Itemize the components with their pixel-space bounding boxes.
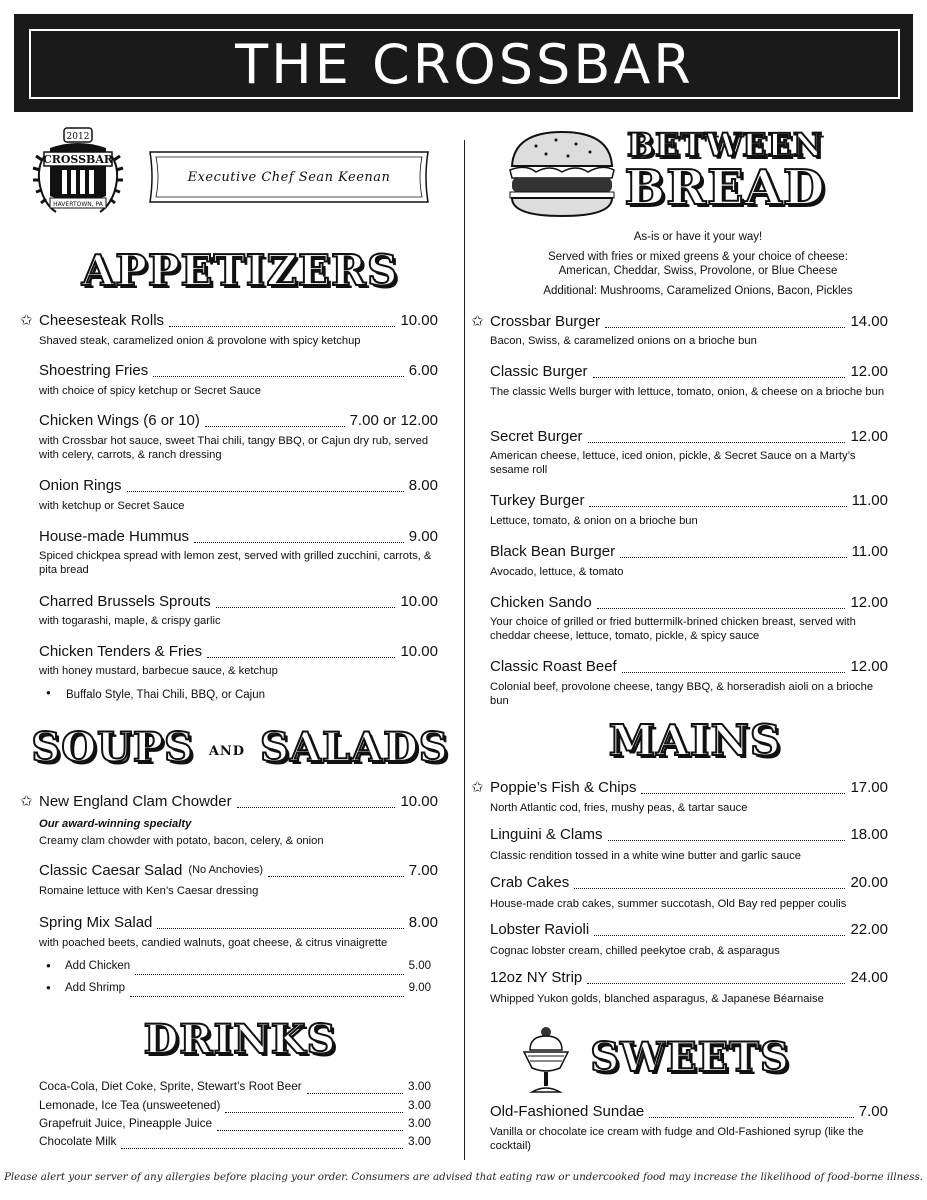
soups-heading-word: SOUPS: [31, 724, 194, 771]
item-price: 9.00: [408, 982, 431, 994]
item-price: 9.00: [408, 528, 438, 545]
item-name: Linguini & Clams: [490, 826, 603, 843]
item-price: 7.00: [858, 1103, 888, 1120]
item-name: Poppie’s Fish & Chips: [490, 779, 637, 796]
dot-leader: [194, 528, 404, 543]
item-price: 20.00: [850, 874, 888, 891]
item-description: Colonial beef, provolone cheese, tangy BBQ, & horseradish aioli on a brioche bun: [490, 681, 874, 707]
main-item: [490, 779, 888, 799]
addon-item: [65, 982, 431, 1002]
item-price: 22.00: [850, 921, 888, 938]
item-name: Turkey Burger: [490, 492, 585, 509]
star-icon: ✩: [20, 793, 33, 810]
dot-leader: [157, 914, 403, 929]
dot-leader: [597, 594, 846, 609]
item-name: Black Bean Burger: [490, 543, 616, 560]
item-description: with Crossbar hot sauce, sweet Thai chili, tangy BBQ, or Cajun dry rub, served with celery, carrots, & ranch dressing: [39, 435, 429, 461]
sandwich-item: [490, 428, 888, 448]
item-name: New England Clam Chowder: [39, 793, 232, 810]
item-price: 3.00: [408, 1116, 431, 1130]
item-name: Grapefruit Juice, Pineapple Juice: [39, 1116, 213, 1130]
soups-salads-heading: [30, 724, 450, 771]
logo-name: CROSSBAR: [42, 153, 114, 166]
item-description: The classic Wells burger with lettuce, tomato, onion, & cheese on a brioche bun: [490, 386, 885, 398]
item-name: Crossbar Burger: [490, 313, 601, 330]
soup-salad-item: [39, 793, 438, 813]
item-description: with ketchup or Secret Sauce: [39, 500, 185, 512]
title-banner: [14, 14, 913, 112]
item-price: 6.00: [408, 362, 438, 379]
drink-item: [39, 1134, 431, 1154]
item-name: Old-Fashioned Sundae: [490, 1103, 645, 1120]
dot-leader: [153, 362, 404, 377]
item-description: Lettuce, tomato, & onion on a brioche bun: [490, 515, 698, 527]
item-description: with poached beets, candied walnuts, goat cheese, & citrus vinaigrette: [39, 937, 388, 949]
title-banner-frame: [29, 29, 900, 99]
item-name: Charred Brussels Sprouts: [39, 593, 211, 610]
item-description: House-made crab cakes, summer succotash, Old Bay red pepper coulis: [490, 898, 847, 910]
item-description: Romaine lettuce with Ken’s Caesar dressing: [39, 885, 259, 897]
item-name: Lemonade, Ice Tea (unsweetened): [39, 1098, 221, 1112]
logo-year: 2012: [66, 132, 90, 142]
item-name: Onion Rings: [39, 477, 122, 494]
main-item: [490, 874, 888, 894]
star-icon: ✩: [471, 313, 484, 330]
item-price: 10.00: [400, 793, 438, 810]
dot-leader: [169, 312, 395, 327]
bread-intro-1: As-is or have it your way!: [633, 231, 763, 243]
appetizer-item: [39, 312, 438, 332]
between-heading: BETWEEN: [626, 126, 824, 164]
item-description: Whipped Yukon golds, blanched asparagus, & Japanese Béarnaise: [490, 993, 824, 1005]
and-heading-word: AND: [208, 743, 246, 759]
item-name: Chicken Wings (6 or 10): [39, 412, 200, 429]
item-name: Chocolate Milk: [39, 1134, 117, 1148]
item-price: 14.00: [850, 313, 888, 330]
item-description: American cheese, lettuce, iced onion, pickle, & Secret Sauce on a Marty’s sesame roll: [490, 450, 856, 476]
drinks-heading: DRINKS: [143, 1016, 337, 1063]
item-price: 10.00: [400, 643, 438, 660]
dot-leader: [593, 363, 846, 378]
mains-heading: MAINS: [608, 716, 782, 765]
dot-leader: [130, 982, 404, 997]
dot-leader: [620, 543, 846, 558]
star-icon: ✩: [471, 779, 484, 796]
item-name: Shoestring Fries: [39, 362, 149, 379]
item-name-note: (No Anchovies): [188, 864, 263, 876]
dot-leader: [594, 921, 845, 936]
item-name: Spring Mix Salad: [39, 914, 153, 931]
crossbar-logo: [26, 126, 130, 222]
bread-intro-4: Additional: Mushrooms, Caramelized Onions, Bacon, Pickles: [543, 285, 853, 297]
dot-leader: [608, 826, 846, 841]
dot-leader: [649, 1103, 854, 1118]
bread-intro-3: American, Cheddar, Swiss, Provolone, or Blue Cheese: [558, 265, 838, 277]
item-name: Coca-Cola, Diet Coke, Sprite, Stewart’s Root Beer: [39, 1079, 302, 1093]
allergy-disclaimer: Please alert your server of any allergies before placing your order. Consumers are advised that eating raw or undercooked food may increase the likelihood of food-borne illness.: [4, 1172, 923, 1183]
item-price: 3.00: [408, 1079, 431, 1093]
main-item: [490, 969, 888, 989]
star-icon: ✩: [20, 312, 33, 329]
item-price: 17.00: [850, 779, 888, 796]
item-name: Chicken Tenders & Fries: [39, 643, 203, 660]
award-note: Our award-winning specialty: [39, 818, 192, 830]
dot-leader: [207, 643, 395, 658]
item-price: 7.00 or 12.00: [349, 412, 438, 429]
item-description: Vanilla or chocolate ice cream with fudge and Old-Fashioned syrup (like the cocktail): [490, 1126, 864, 1152]
item-price: 24.00: [850, 969, 888, 986]
dot-leader: [641, 779, 845, 794]
item-price: 5.00: [408, 960, 431, 972]
item-description: Avocado, lettuce, & tomato: [490, 566, 624, 578]
item-price: 7.00: [408, 862, 438, 879]
dot-leader: [588, 428, 846, 443]
bread-intro-2: Served with fries or mixed greens & your choice of cheese:: [548, 251, 848, 263]
item-name: Add Shrimp: [65, 982, 126, 994]
sundae-icon: [520, 1024, 572, 1096]
bread-heading: BREAD: [624, 160, 826, 216]
main-item: [490, 921, 888, 941]
drink-item: [39, 1079, 431, 1099]
item-name: Chicken Sando: [490, 594, 592, 611]
item-description: Shaved steak, caramelized onion & provolone with spicy ketchup: [39, 335, 361, 347]
salads-heading-word: SALADS: [260, 724, 449, 771]
restaurant-title: THE CROSSBAR: [235, 32, 694, 96]
item-description: Classic rendition tossed in a white wine butter and garlic sauce: [490, 850, 801, 862]
item-price: 11.00: [851, 492, 888, 509]
item-price: 8.00: [408, 477, 438, 494]
item-price: 12.00: [850, 594, 888, 611]
dot-leader: [268, 862, 404, 877]
bullet-icon: ●: [46, 961, 51, 970]
sandwich-item: [490, 492, 888, 512]
dot-leader: [574, 874, 845, 889]
sweet-item: [490, 1103, 888, 1123]
item-price: 12.00: [850, 428, 888, 445]
chef-name: Executive Chef Sean Keenan: [187, 169, 391, 185]
bullet-icon: ●: [46, 983, 51, 992]
item-description: Bacon, Swiss, & caramelized onions on a brioche bun: [490, 335, 757, 347]
chef-banner: [140, 148, 438, 206]
item-name: Add Chicken: [65, 960, 131, 972]
item-description: Spiced chickpea spread with lemon zest, served with grilled zucchini, carrots, & pita bread: [39, 550, 432, 576]
item-description: Creamy clam chowder with potato, bacon, celery, & onion: [39, 835, 324, 847]
item-description: North Atlantic cod, fries, mushy peas, & tartar sauce: [490, 802, 748, 814]
column-divider: [464, 140, 465, 1160]
appetizers-heading: APPETIZERS: [81, 246, 399, 295]
item-price: 18.00: [850, 826, 888, 843]
appetizer-item: [39, 412, 438, 432]
item-description: with honey mustard, barbecue sauce, & ketchup: [39, 665, 278, 677]
item-price: 8.00: [408, 914, 438, 931]
dot-leader: [205, 412, 345, 427]
item-description: with choice of spicy ketchup or Secret Sauce: [39, 385, 261, 397]
dot-leader: [225, 1098, 403, 1113]
dot-leader: [589, 492, 846, 507]
sandwich-item: [490, 543, 888, 563]
appetizer-item: [39, 643, 438, 663]
item-price: 12.00: [850, 363, 888, 380]
drink-item: [39, 1098, 431, 1118]
item-name: Lobster Ravioli: [490, 921, 590, 938]
sweets-heading: SWEETS: [590, 1034, 790, 1081]
item-description: with togarashi, maple, & crispy garlic: [39, 615, 221, 627]
dot-leader: [217, 1116, 403, 1131]
dot-leader: [216, 593, 396, 608]
sandwich-item: [490, 594, 888, 614]
sandwich-item: [490, 363, 888, 383]
item-name: 12oz NY Strip: [490, 969, 583, 986]
item-description: Cognac lobster cream, chilled peekytoe crab, & asparagus: [490, 945, 780, 957]
main-item: [490, 826, 888, 846]
dot-leader: [622, 658, 846, 673]
appetizer-item: [39, 477, 438, 497]
logo-place: HAVERTOWN, PA: [53, 201, 103, 208]
item-price: 11.00: [851, 543, 888, 560]
item-price: 3.00: [408, 1134, 431, 1148]
dot-leader: [587, 969, 845, 984]
drink-item: [39, 1116, 431, 1136]
dot-leader: [127, 477, 404, 492]
appetizer-item: [39, 362, 438, 382]
addon-item: [65, 960, 431, 980]
item-name: Classic Burger: [490, 363, 588, 380]
sandwich-item: [490, 313, 888, 333]
item-price: 10.00: [400, 312, 438, 329]
soup-salad-item: [39, 862, 438, 882]
tender-options: Buffalo Style, Thai Chili, BBQ, or Cajun: [66, 689, 266, 701]
dot-leader: [605, 313, 845, 328]
sandwich-item: [490, 658, 888, 678]
item-price: 10.00: [400, 593, 438, 610]
item-description: Your choice of grilled or fried buttermilk-brined chicken breast, served with cheddar cheese, lettuce, tomato, pickle, & spicy sauce: [490, 616, 856, 642]
dot-leader: [237, 793, 396, 808]
item-name: Crab Cakes: [490, 874, 570, 891]
item-price: 12.00: [850, 658, 888, 675]
dot-leader: [121, 1134, 403, 1149]
item-name: Secret Burger: [490, 428, 583, 445]
item-name: Classic Roast Beef: [490, 658, 617, 675]
item-name: House-made Hummus: [39, 528, 190, 545]
appetizer-item: [39, 528, 438, 548]
soup-salad-item: [39, 914, 438, 934]
item-name: Classic Caesar Salad: [39, 862, 183, 879]
burger-icon: [506, 128, 618, 220]
bullet-icon: ●: [46, 688, 51, 697]
appetizer-item: [39, 593, 438, 613]
item-name: Cheesesteak Rolls: [39, 312, 165, 329]
dot-leader: [307, 1079, 403, 1094]
dot-leader: [135, 960, 403, 975]
item-price: 3.00: [408, 1098, 431, 1112]
